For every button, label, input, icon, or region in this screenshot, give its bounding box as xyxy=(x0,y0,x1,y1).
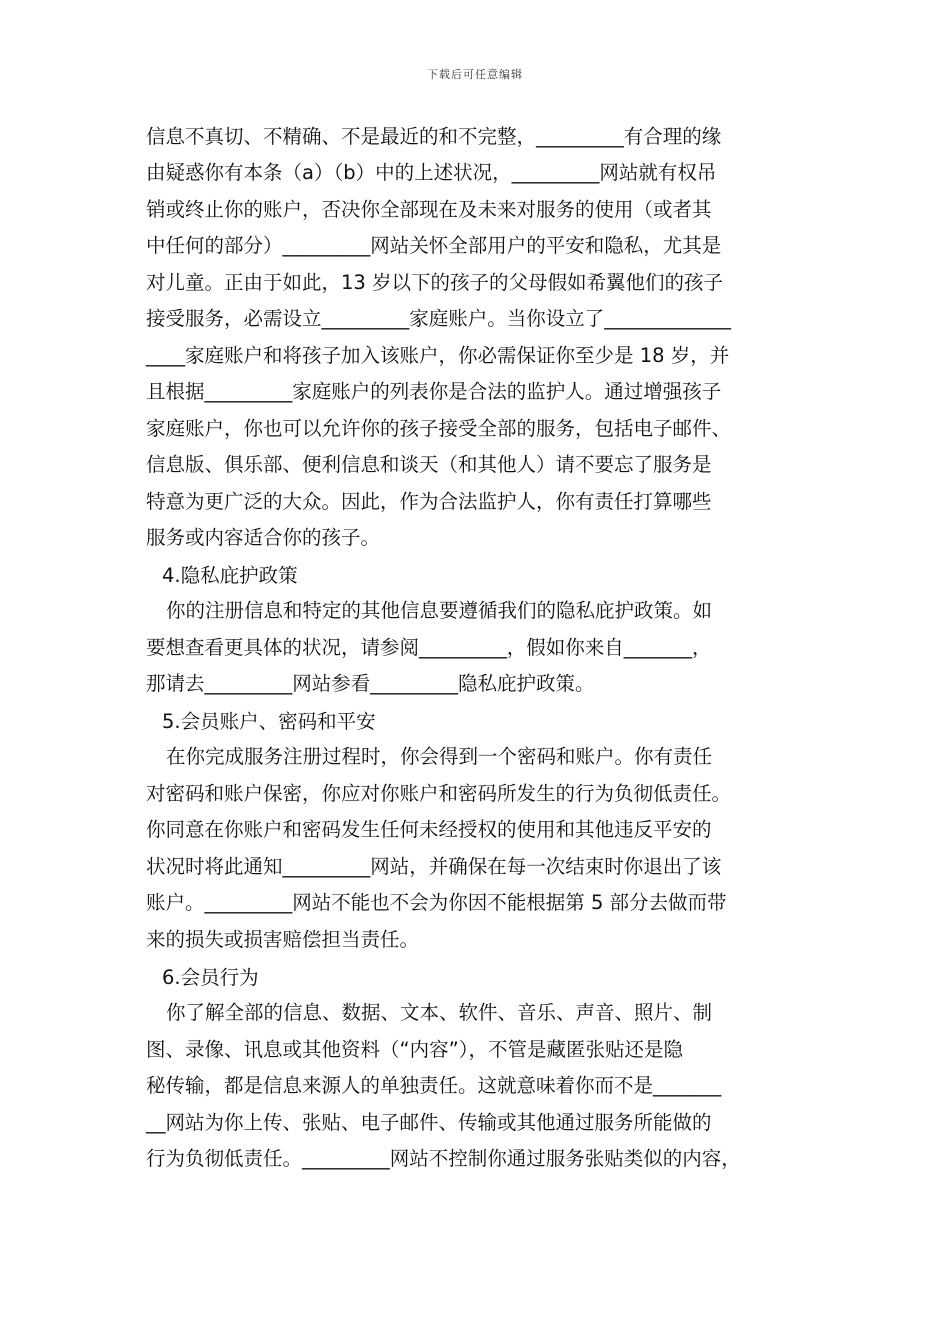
section-heading: 6.会员行为 xyxy=(162,966,259,989)
body-line: 你同意在你账户和密码发生任何未经授权的使用和其他违反平安的 xyxy=(146,818,712,841)
body-line: 那请去_________网站参看_________隐私庇护政策。 xyxy=(146,672,595,695)
body-line: 对密码和账户保密，你应对你账户和密码所发生的行为负彻低责任。 xyxy=(146,782,732,805)
body-line: 由疑惑你有本条（a）（b）中的上述状况，_________网站就有权吊 xyxy=(146,161,717,184)
body-line: 特意为更广泛的大众。因此，作为合法监护人，你有责任打算哪些 xyxy=(146,490,712,513)
body-line: 信息不真切、不精确、不是最近的和不完整，_________有合理的缘 xyxy=(146,125,722,148)
body-line: 秘传输，都是信息来源人的单独责任。这就意味着你而不是_______ xyxy=(146,1074,722,1097)
body-line: 信息版、俱乐部、便利信息和谈天（和其他人）请不要忘了服务是 xyxy=(146,453,712,476)
body-line: 状况时将此通知_________网站，并确保在每一次结束时你退出了该 xyxy=(146,855,722,878)
body-line: 你的注册信息和特定的其他信息要遵循我们的隐私庇护政策。如 xyxy=(166,599,713,622)
body-line: 图、录像、讯息或其他资料（“内容”），不管是藏匿张贴还是隐 xyxy=(146,1038,683,1061)
body-line: 行为负彻低责任。_________网站不控制你通过服务张贴类似的内容， xyxy=(146,1147,741,1170)
body-line: 家庭账户，你也可以允许你的孩子接受全部的服务，包括电子邮件、 xyxy=(146,417,732,440)
body-line: 服务或内容适合你的孩子。 xyxy=(146,526,381,549)
body-line: 要想查看更具体的状况，请参阅_________，假如你来自_______， xyxy=(146,636,712,659)
section-heading: 5.会员账户、密码和平安 xyxy=(162,710,376,733)
body-line: 中任何的部分）_________网站关怀全部用户的平安和隐私，尤其是 xyxy=(146,234,722,257)
body-line: 且根据_________家庭账户的列表你是合法的监护人。通过增强孩子 xyxy=(146,380,722,403)
body-line: 销或终止你的账户，否决你全部现在及未来对服务的使用（或者其 xyxy=(146,198,712,221)
body-line: 来的损失或损害赔偿担当责任。 xyxy=(146,928,420,951)
section-heading: 4.隐私庇护政策 xyxy=(162,564,298,587)
body-line: 账户。_________网站不能也不会为你因不能根据第 5 部分去做而带 xyxy=(146,891,727,914)
body-line: ____家庭账户和将孩子加入该账户，你必需保证你至少是 18 岁，并 xyxy=(146,344,730,367)
body-line: 对儿童。正由于如此，13 岁以下的孩子的父母假如希翼他们的孩子 xyxy=(146,271,724,294)
body-line: 接受服务，必需设立_________家庭账户。当你设立了_____________ xyxy=(146,307,732,330)
page-header: 下载后可任意编辑 xyxy=(427,68,523,81)
body-line: 你了解全部的信息、数据、文本、软件、音乐、声音、照片、制 xyxy=(166,1001,713,1024)
body-line: __网站为你上传、张贴、电子邮件、传输或其他通过服务所能做的 xyxy=(146,1111,712,1134)
body-line: 在你完成服务注册过程时，你会得到一个密码和账户。你有责任 xyxy=(166,745,713,768)
